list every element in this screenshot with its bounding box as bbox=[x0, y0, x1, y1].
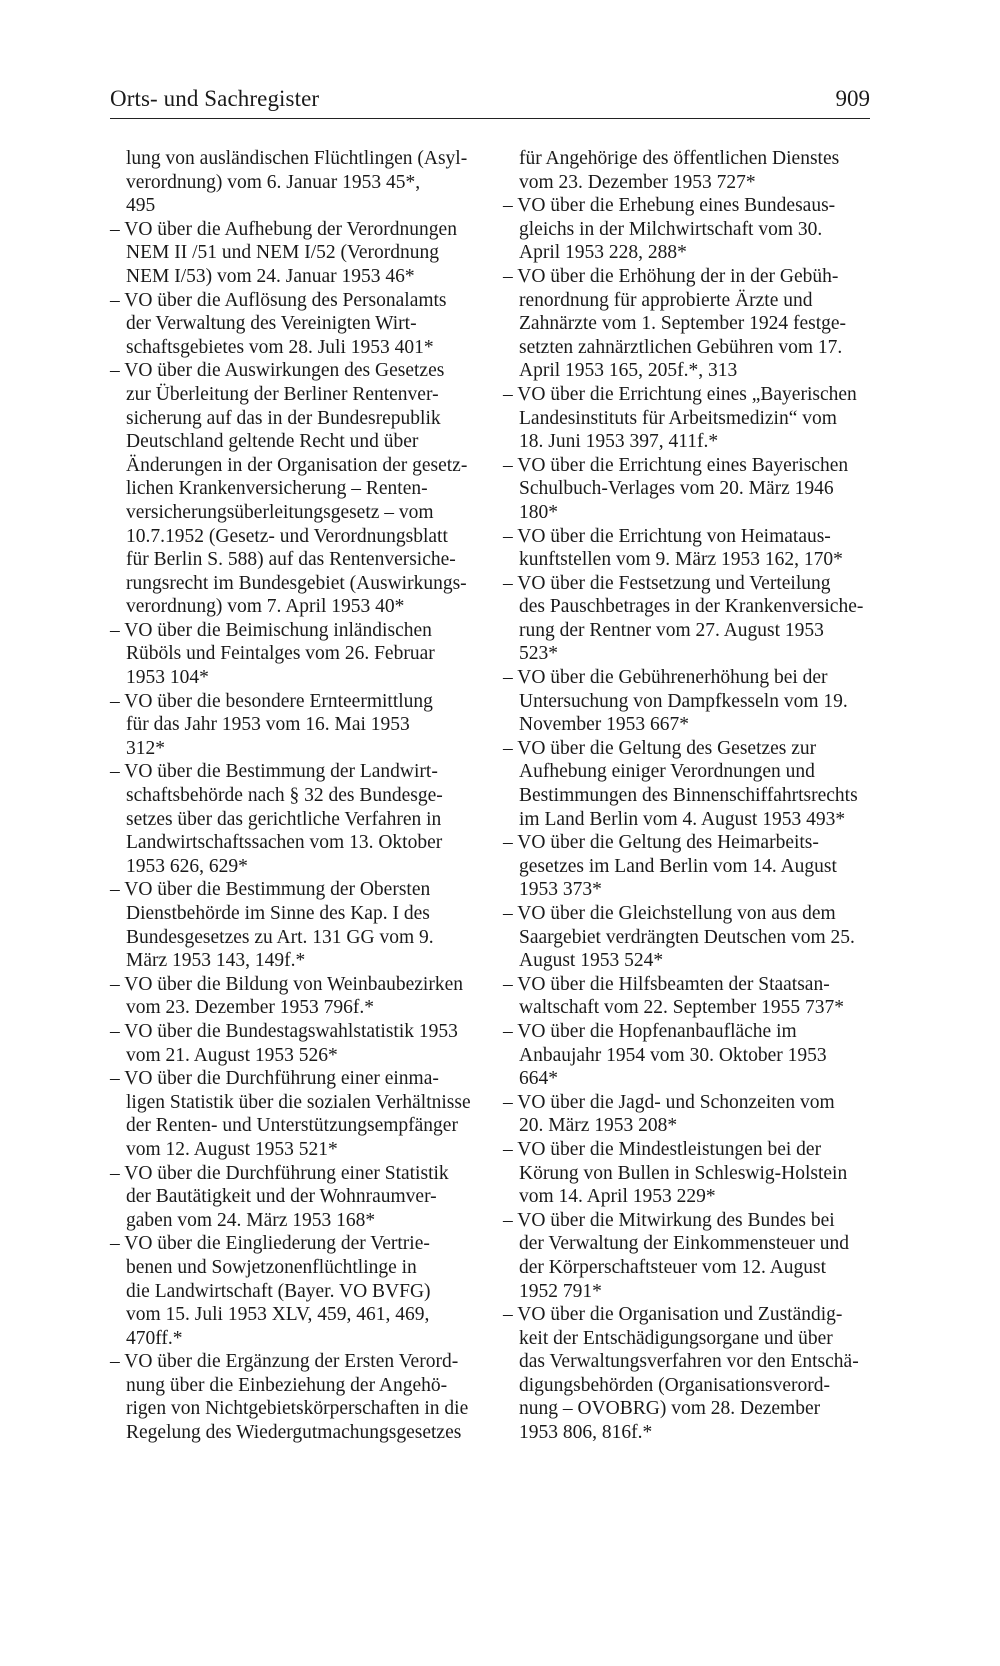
index-entry bbox=[503, 383, 868, 454]
index-entry bbox=[110, 973, 475, 1020]
index-entry-line: rung der Rentner vom 27. August 1953 bbox=[519, 619, 824, 641]
index-entry bbox=[503, 147, 868, 194]
page-number: 909 bbox=[835, 86, 870, 111]
index-entry bbox=[110, 690, 475, 761]
index-entry bbox=[503, 194, 868, 265]
index-entry-line: Körung von Bullen in Schleswig-Holstein bbox=[519, 1162, 848, 1184]
index-entry-line: – VO über die Erhebung eines Bundesaus- bbox=[503, 195, 836, 217]
index-entry-line: Deutschland geltende Recht und über bbox=[126, 431, 419, 453]
index-entry-line: 18. Juni 1953 397, 411f.* bbox=[519, 431, 719, 453]
index-entry-line: 10.7.1952 (Gesetz- und Verordnungsblatt bbox=[126, 525, 448, 547]
index-entry-line: – VO über die Erhöhung der in der Gebüh- bbox=[503, 265, 839, 287]
index-entry-line: digungsbehörden (Organisationsverord- bbox=[519, 1374, 831, 1396]
index-entry-line: Untersuchung von Dampfkesseln vom 19. bbox=[519, 690, 848, 712]
index-entry-line: Landesinstituts für Arbeitsmedizin“ vom bbox=[519, 407, 837, 429]
index-entry-line: – VO über die Auswirkungen des Gesetzes bbox=[110, 360, 445, 382]
index-entry-line: – VO über die Festsetzung und Verteilung bbox=[503, 572, 831, 594]
index-entry-line: – VO über die Geltung des Heimarbeits- bbox=[503, 832, 819, 854]
index-entry-line: verordnung) vom 6. Januar 1953 45*, bbox=[126, 171, 421, 193]
index-entry-line: – VO über die Errichtung von Heimataus- bbox=[503, 525, 831, 547]
index-entry-line: gaben vom 24. März 1953 168* bbox=[126, 1209, 376, 1231]
index-entry-line: – VO über die Hopfenanbaufläche im bbox=[503, 1020, 797, 1042]
index-entry-line: Zahnärzte vom 1. September 1924 festge- bbox=[519, 313, 847, 335]
index-entry-line: setzes über das gerichtliche Verfahren in bbox=[126, 808, 442, 830]
index-entry-line: – VO über die Durchführung einer einma- bbox=[110, 1068, 439, 1090]
index-entry-line: gesetzes im Land Berlin vom 14. August bbox=[519, 855, 837, 877]
index-entry-line: des Pauschbetrages in der Krankenversiche- bbox=[519, 596, 864, 618]
index-entry-line: der Verwaltung des Vereinigten Wirt- bbox=[126, 313, 417, 335]
index-entry-line: für Berlin S. 588) auf das Rentenversiche- bbox=[126, 549, 456, 571]
index-entry-line: lung von ausländischen Flüchtlingen (Asyl- bbox=[126, 148, 468, 169]
index-entry-line: Rüböls und Feintalges vom 26. Februar bbox=[126, 643, 435, 665]
index-entry-line: 1953 626, 629* bbox=[126, 855, 248, 877]
index-entry-line: 1952 791* bbox=[519, 1280, 602, 1302]
index-entry-line: verordnung) vom 7. April 1953 40* bbox=[126, 596, 405, 618]
index-entry bbox=[110, 1350, 475, 1444]
index-entry-line: August 1953 524* bbox=[519, 950, 664, 972]
index-entry bbox=[110, 878, 475, 972]
index-entry-line: 312* bbox=[126, 737, 165, 759]
index-entry bbox=[503, 1303, 868, 1445]
index-entry bbox=[503, 525, 868, 572]
index-entry-line: – VO über die Durchführung einer Statistik bbox=[110, 1162, 449, 1184]
index-column-right bbox=[503, 147, 868, 1445]
index-entry-line: rungsrecht im Bundesgebiet (Auswirkungs- bbox=[126, 572, 467, 594]
index-entry bbox=[110, 218, 475, 289]
index-entry-line: – VO über die besondere Ernteermittlung bbox=[110, 690, 433, 712]
index-entry-line: 664* bbox=[519, 1068, 558, 1090]
index-entry-line: die Landwirtschaft (Bayer. VO BVFG) bbox=[126, 1280, 431, 1302]
index-entry-line: zur Überleitung der Berliner Rentenver- bbox=[126, 383, 439, 405]
index-entry-line: kunftstellen vom 9. März 1953 162, 170* bbox=[519, 549, 843, 571]
index-entry-line: – VO über die Ergänzung der Ersten Verord- bbox=[110, 1351, 459, 1373]
index-entry-line: – VO über die Jagd- und Schonzeiten vom bbox=[503, 1091, 835, 1113]
index-entry-line: – VO über die Auflösung des Personalamts bbox=[110, 289, 447, 311]
index-entry-line: der Bautätigkeit und der Wohnraumver- bbox=[126, 1186, 437, 1208]
index-entry bbox=[110, 1067, 475, 1161]
index-entry-line: – VO über die Errichtung eines „Bayerischen bbox=[503, 383, 857, 405]
index-entry bbox=[503, 454, 868, 525]
index-entry-line: – VO über die Geltung des Gesetzes zur bbox=[503, 737, 817, 759]
index-entry-line: vom 12. August 1953 521* bbox=[126, 1138, 338, 1160]
index-entry-line: für das Jahr 1953 vom 16. Mai 1953 bbox=[126, 714, 410, 736]
index-entry-line: ligen Statistik über die sozialen Verhältnisse bbox=[126, 1091, 471, 1113]
index-entry-line: – VO über die Errichtung eines Bayerischen bbox=[503, 454, 849, 476]
index-entry-line: – VO über die Beimischung inländischen bbox=[110, 619, 432, 641]
index-entry bbox=[110, 289, 475, 360]
index-entry-line: Anbaujahr 1954 vom 30. Oktober 1953 bbox=[519, 1044, 827, 1066]
index-entry bbox=[110, 359, 475, 619]
index-entry-line: vom 23. Dezember 1953 727* bbox=[519, 171, 756, 193]
index-entry-line: 20. März 1953 208* bbox=[519, 1115, 678, 1137]
index-entry-line: – VO über die Hilfsbeamten der Staatsan- bbox=[503, 973, 830, 995]
index-entry bbox=[110, 1162, 475, 1233]
index-entry-line: sicherung auf das in der Bundesrepublik bbox=[126, 407, 441, 429]
index-entry-line: 495 bbox=[126, 195, 156, 217]
index-entry-line: der Verwaltung der Einkommensteuer und bbox=[519, 1233, 849, 1255]
index-entry-line: 180* bbox=[519, 501, 558, 523]
index-entry-line: keit der Entschädigungsorgane und über bbox=[519, 1327, 833, 1349]
index-entry-line: 470ff.* bbox=[126, 1327, 183, 1349]
index-entry-line: NEM I/53) vom 24. Januar 1953 46* bbox=[126, 265, 415, 287]
index-entry-line: benen und Sowjetzonenflüchtlinge in bbox=[126, 1256, 417, 1278]
index-entry bbox=[110, 760, 475, 878]
index-entry bbox=[503, 902, 868, 973]
index-entry-line: setzten zahnärztlichen Gebühren vom 17. bbox=[519, 336, 843, 358]
index-entry-line: das Verwaltungsverfahren vor den Entschä- bbox=[519, 1351, 859, 1373]
index-entry bbox=[503, 265, 868, 383]
index-entry-line: April 1953 228, 288* bbox=[519, 242, 687, 264]
index-entry bbox=[110, 1020, 475, 1067]
index-entry-line: nung – OVOBRG) vom 28. Dezember bbox=[519, 1398, 821, 1420]
index-entry-line: Bundesgesetzes zu Art. 131 GG vom 9. bbox=[126, 926, 434, 948]
index-entry-line: renordnung für approbierte Ärzte und bbox=[519, 289, 813, 311]
index-entry-line: vom 14. April 1953 229* bbox=[519, 1186, 716, 1208]
index-entry-line: – VO über die Bestimmung der Landwirt- bbox=[110, 761, 438, 783]
index-entry-line: im Land Berlin vom 4. August 1953 493* bbox=[519, 808, 846, 830]
index-entry-line: Regelung des Wiedergutmachungsgesetzes bbox=[126, 1422, 462, 1444]
index-column-left bbox=[110, 147, 475, 1445]
index-entry-line: – VO über die Mitwirkung des Bundes bei bbox=[503, 1209, 835, 1231]
index-entry-line: – VO über die Aufhebung der Verordnungen bbox=[110, 218, 457, 240]
index-entry bbox=[503, 1209, 868, 1303]
index-entry-line: rigen von Nichtgebietskörperschaften in die bbox=[126, 1398, 469, 1420]
index-entry-line: für Angehörige des öffentlichen Dienstes bbox=[519, 148, 840, 169]
index-entry-line: – VO über die Bestimmung der Obersten bbox=[110, 879, 431, 901]
index-entry-line: 1953 806, 816f.* bbox=[519, 1422, 653, 1444]
index-entry-line: November 1953 667* bbox=[519, 714, 690, 736]
index-entry-line: der Renten- und Unterstützungsempfänger bbox=[126, 1115, 458, 1137]
index-entry-line: gleichs in der Milchwirtschaft vom 30. bbox=[519, 218, 823, 240]
index-entry-line: waltschaft vom 22. September 1955 737* bbox=[519, 997, 844, 1019]
index-entry-line: lichen Krankenversicherung – Renten- bbox=[126, 478, 428, 500]
index-entry-line: – VO über die Gleichstellung von aus dem bbox=[503, 903, 836, 924]
index-entry-line: Schulbuch-Verlages vom 20. März 1946 bbox=[519, 478, 834, 500]
index-entry-line: Aufhebung einiger Verordnungen und bbox=[519, 761, 815, 783]
index-entry bbox=[503, 1138, 868, 1209]
index-entry bbox=[503, 737, 868, 831]
index-entry-line: – VO über die Mindestleistungen bei der bbox=[503, 1138, 822, 1160]
index-entry bbox=[110, 619, 475, 690]
index-entry-line: der Körperschaftsteuer vom 12. August bbox=[519, 1256, 827, 1278]
index-entry bbox=[503, 831, 868, 902]
index-entry-line: Saargebiet verdrängten Deutschen vom 25. bbox=[519, 926, 855, 948]
index-entry-line: Landwirtschaftssachen vom 13. Oktober bbox=[126, 832, 443, 854]
index-entry-line: – VO über die Organisation und Zuständig- bbox=[503, 1304, 843, 1326]
index-entry bbox=[110, 1232, 475, 1350]
index-entry-line: März 1953 143, 149f.* bbox=[126, 950, 306, 972]
index-entry-line: schaftsgebietes vom 28. Juli 1953 401* bbox=[126, 336, 434, 358]
index-entry bbox=[503, 572, 868, 666]
index-entry bbox=[503, 1020, 868, 1091]
index-entry-line: versicherungsüberleitungsgesetz – vom bbox=[126, 501, 434, 523]
index-entry-line: schaftsbehörde nach § 32 des Bundesge- bbox=[126, 785, 443, 807]
index-entry-line: vom 15. Juli 1953 XLV, 459, 461, 469, bbox=[126, 1304, 430, 1326]
index-entry bbox=[503, 1091, 868, 1138]
index-entry bbox=[503, 666, 868, 737]
index-entry bbox=[503, 973, 868, 1020]
running-head-title: Orts- und Sachregister bbox=[110, 86, 320, 111]
index-entry-line: 1953 104* bbox=[126, 667, 209, 689]
index-entry-line: – VO über die Bildung von Weinbaubezirken bbox=[110, 973, 463, 995]
index-entry-line: 523* bbox=[519, 643, 558, 665]
index-entry-line: nung über die Einbeziehung der Angehö- bbox=[126, 1374, 448, 1396]
page-header bbox=[110, 84, 870, 119]
index-entry-line: vom 23. Dezember 1953 796f.* bbox=[126, 997, 375, 1019]
index-entry-line: Dienstbehörde im Sinne des Kap. I des bbox=[126, 903, 430, 924]
index-entry-line: April 1953 165, 205f.*, 313 bbox=[519, 360, 738, 382]
index-entry-line: – VO über die Bundestagswahlstatistik 1953 bbox=[110, 1020, 458, 1042]
index-entry-line: Bestimmungen des Binnenschiffahrtsrechts bbox=[519, 785, 858, 807]
index-entry-line: vom 21. August 1953 526* bbox=[126, 1044, 338, 1066]
index-entry-line: 1953 373* bbox=[519, 879, 602, 901]
index-entry-line: NEM II /51 und NEM I/52 (Verordnung bbox=[126, 242, 440, 264]
index-entry-line: – VO über die Eingliederung der Vertrie- bbox=[110, 1233, 430, 1255]
index-entry-line: – VO über die Gebührenerhöhung bei der bbox=[503, 667, 828, 689]
index-entry bbox=[110, 147, 475, 218]
index-entry-line: Änderungen in der Organisation der gesetz- bbox=[126, 454, 468, 476]
